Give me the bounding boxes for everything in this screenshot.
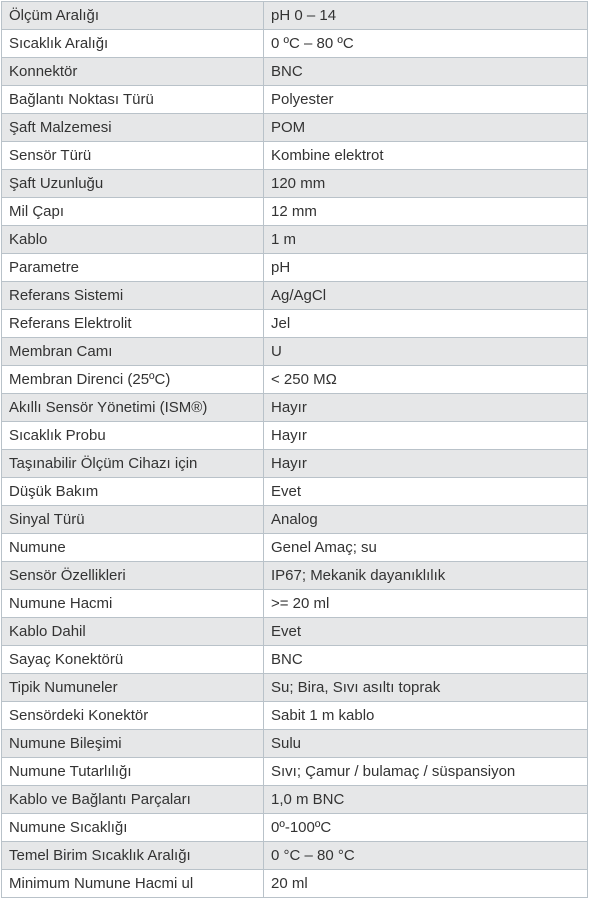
spec-value: Evet — [264, 478, 588, 506]
spec-value: 1 m — [264, 226, 588, 254]
spec-row — [2, 58, 588, 86]
spec-row — [2, 394, 588, 422]
spec-value: Hayır — [264, 394, 588, 422]
spec-table-body — [2, 2, 588, 898]
spec-value: 0º-100ºC — [264, 814, 588, 842]
spec-row — [2, 226, 588, 254]
spec-row — [2, 30, 588, 58]
spec-row — [2, 674, 588, 702]
spec-value: U — [264, 338, 588, 366]
spec-label: Sıcaklık Aralığı — [2, 30, 264, 58]
spec-value: Ag/AgCl — [264, 282, 588, 310]
spec-label: Sinyal Türü — [2, 506, 264, 534]
spec-label: Numune — [2, 534, 264, 562]
spec-value: Jel — [264, 310, 588, 338]
spec-row — [2, 730, 588, 758]
spec-row — [2, 618, 588, 646]
spec-row — [2, 562, 588, 590]
spec-value: Su; Bira, Sıvı asıltı toprak — [264, 674, 588, 702]
spec-label: Sayaç Konektörü — [2, 646, 264, 674]
spec-label: Kablo Dahil — [2, 618, 264, 646]
spec-label: Sensördeki Konektör — [2, 702, 264, 730]
spec-value: < 250 MΩ — [264, 366, 588, 394]
spec-label: Kablo ve Bağlantı Parçaları — [2, 786, 264, 814]
spec-row — [2, 338, 588, 366]
spec-value: BNC — [264, 646, 588, 674]
spec-value: pH — [264, 254, 588, 282]
spec-value: Kombine elektrot — [264, 142, 588, 170]
spec-label: Şaft Uzunluğu — [2, 170, 264, 198]
spec-value: Evet — [264, 618, 588, 646]
spec-value: Polyester — [264, 86, 588, 114]
spec-row — [2, 170, 588, 198]
spec-label: Tipik Numuneler — [2, 674, 264, 702]
spec-label: Membran Direnci (25ºC) — [2, 366, 264, 394]
spec-row — [2, 114, 588, 142]
spec-value: 120 mm — [264, 170, 588, 198]
spec-row — [2, 814, 588, 842]
spec-row — [2, 142, 588, 170]
spec-row — [2, 534, 588, 562]
spec-label: Minimum Numune Hacmi ul — [2, 870, 264, 898]
spec-row — [2, 506, 588, 534]
spec-row — [2, 842, 588, 870]
spec-label: Akıllı Sensör Yönetimi (ISM®) — [2, 394, 264, 422]
spec-row — [2, 198, 588, 226]
spec-value: Analog — [264, 506, 588, 534]
spec-label: Sensör Türü — [2, 142, 264, 170]
spec-value: 0 °C – 80 °C — [264, 842, 588, 870]
spec-value: >= 20 ml — [264, 590, 588, 618]
spec-row — [2, 870, 588, 898]
spec-label: Sıcaklık Probu — [2, 422, 264, 450]
spec-label: Temel Birim Sıcaklık Aralığı — [2, 842, 264, 870]
spec-label: Konnektör — [2, 58, 264, 86]
spec-label: Referans Sistemi — [2, 282, 264, 310]
spec-value: 20 ml — [264, 870, 588, 898]
spec-row — [2, 2, 588, 30]
spec-table — [1, 1, 588, 898]
spec-value: Genel Amaç; su — [264, 534, 588, 562]
spec-row — [2, 450, 588, 478]
spec-row — [2, 366, 588, 394]
spec-label: Parametre — [2, 254, 264, 282]
spec-label: Numune Tutarlılığı — [2, 758, 264, 786]
spec-label: Ölçüm Aralığı — [2, 2, 264, 30]
spec-label: Numune Sıcaklığı — [2, 814, 264, 842]
spec-row — [2, 590, 588, 618]
spec-row — [2, 758, 588, 786]
spec-label: Membran Camı — [2, 338, 264, 366]
spec-label: Numune Bileşimi — [2, 730, 264, 758]
spec-label: Taşınabilir Ölçüm Cihazı için — [2, 450, 264, 478]
spec-label: Kablo — [2, 226, 264, 254]
spec-value: 12 mm — [264, 198, 588, 226]
spec-label: Numune Hacmi — [2, 590, 264, 618]
spec-row — [2, 478, 588, 506]
spec-row — [2, 310, 588, 338]
spec-label: Referans Elektrolit — [2, 310, 264, 338]
spec-value: Sıvı; Çamur / bulamaç / süspansiyon — [264, 758, 588, 786]
spec-row — [2, 422, 588, 450]
spec-row — [2, 702, 588, 730]
spec-value: 1,0 m BNC — [264, 786, 588, 814]
spec-value: POM — [264, 114, 588, 142]
spec-value: Hayır — [264, 422, 588, 450]
spec-value: BNC — [264, 58, 588, 86]
spec-label: Bağlantı Noktası Türü — [2, 86, 264, 114]
spec-value: 0 ºC – 80 ºC — [264, 30, 588, 58]
spec-value: Sulu — [264, 730, 588, 758]
spec-row — [2, 282, 588, 310]
spec-row — [2, 254, 588, 282]
spec-row — [2, 86, 588, 114]
spec-value: Sabit 1 m kablo — [264, 702, 588, 730]
spec-label: Mil Çapı — [2, 198, 264, 226]
spec-value: Hayır — [264, 450, 588, 478]
spec-value: IP67; Mekanik dayanıklılık — [264, 562, 588, 590]
spec-label: Düşük Bakım — [2, 478, 264, 506]
spec-row — [2, 786, 588, 814]
spec-value: pH 0 – 14 — [264, 2, 588, 30]
spec-row — [2, 646, 588, 674]
spec-label: Sensör Özellikleri — [2, 562, 264, 590]
spec-label: Şaft Malzemesi — [2, 114, 264, 142]
